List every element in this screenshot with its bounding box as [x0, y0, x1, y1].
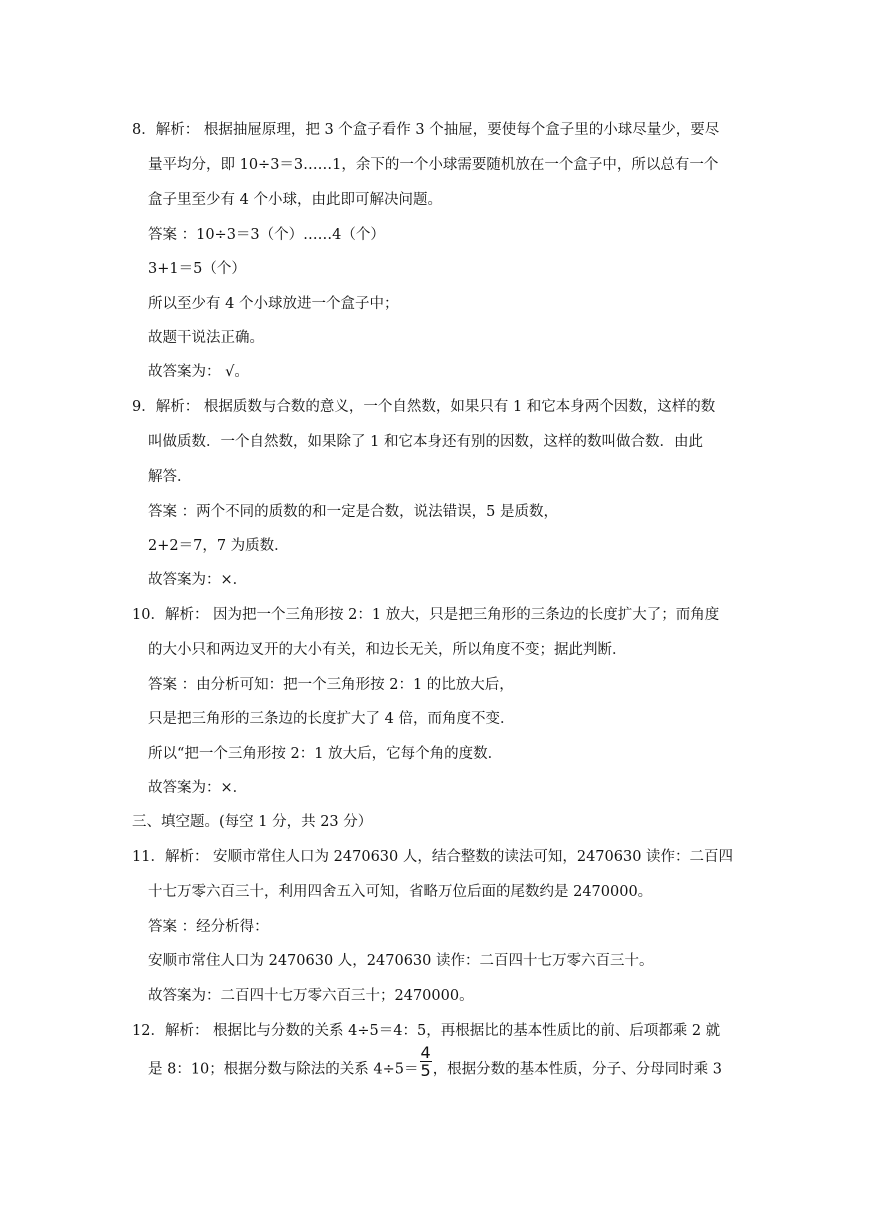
q9-line-2: 叫做质数．一个自然数，如果除了 1 和它本身还有别的因数，这样的数叫做合数．由此 — [148, 434, 703, 450]
q8-line-3: 盒子里至少有 4 个小球，由此即可解决问题。 — [148, 192, 442, 208]
q8-answer: 答案 ：10÷3＝3（个）……4（个） — [148, 227, 385, 243]
q10-line-1: 10．解析： 因为把一个三角形按 2：1 放大，只是把三角形的三条边的长度扩大了；而角度 — [132, 607, 720, 623]
q8-line-2: 量平均分，即 10÷3＝3……1，余下的一个小球需要随机放在一个盒子中，所以总有一个 — [148, 157, 719, 173]
q12-line-2-end: ，根据分数的基本性质，分子、分母同时乘 3 — [432, 1061, 723, 1078]
q10-answer: 答案 ：由分析可知：把一个三角形按 2：1 的比放大后， — [148, 677, 514, 693]
fraction — [420, 1044, 432, 1079]
q10-line-4: 只是把三角形的三条边的长度扩大了 4 倍，而角度不变． — [148, 711, 515, 727]
q9-final-answer: 故答案为：×． — [148, 572, 248, 588]
q10-line-2: 的大小只和两边叉开的大小有关，和边长无关，所以角度不变；据此判断． — [148, 642, 627, 658]
q8-line-7: 故题干说法正确。 — [148, 330, 264, 346]
q8-line-1: 8．解析： 根据抽屉原理，把 3 个盒子看作 3 个抽屉，要使每个盒子里的小球尽量少，要尽 — [132, 122, 720, 138]
q8-line-6: 所以至少有 4 个小球放进一个盒子中； — [148, 296, 399, 312]
q8-line-5: 3+1＝5（个） — [148, 261, 246, 277]
fraction-denominator: 5 — [420, 1061, 431, 1080]
q9-line-3: 解答． — [148, 469, 192, 485]
q9-line-1: 9．解析： 根据质数与合数的意义，一个自然数，如果只有 1 和它本身两个因数，这样的数 — [132, 399, 716, 415]
q12-line-2-start: 是 8：10；根据分数与除法的关系 4÷5＝ — [148, 1061, 419, 1078]
q8-final-answer: 故答案为： √。 — [148, 364, 249, 380]
q9-line-5: 2+2＝7，7 为质数． — [148, 538, 289, 554]
q11-answer: 答案 ：经分析得： — [148, 919, 269, 935]
q11-line-1: 11．解析： 安顺市常住人口为 2470630 人，结合整数的读法可知，2470630 读作：二百四 — [132, 849, 734, 865]
q11-final-answer: 故答案为：二百四十七万零六百三十；2470000。 — [148, 988, 474, 1004]
fraction-numerator: 4 — [420, 1043, 431, 1062]
q10-final-answer: 故答案为：×． — [148, 780, 248, 796]
q11-line-4: 安顺市常住人口为 2470630 人，2470630 读作：二百四十七万零六百三十。 — [148, 953, 654, 969]
q9-answer: 答案 ：两个不同的质数的和一定是合数，说法错误，5 是质数， — [148, 504, 558, 520]
q10-line-5: 所以“把一个三角形按 2：1 放大后，它每个角的度数． — [148, 746, 503, 762]
q11-line-2: 十七万零六百三十，利用四舍五入可知，省略万位后面的尾数约是 2470000。 — [148, 884, 653, 900]
q12-line-1: 12．解析： 根据比与分数的关系 4÷5＝4：5，再根据比的基本性质比的前、后项都乘 2 就 — [132, 1023, 721, 1039]
q12-line-2 — [148, 1043, 723, 1080]
section-heading: 三、填空题。(每空 1 分，共 23 分） — [132, 814, 373, 830]
